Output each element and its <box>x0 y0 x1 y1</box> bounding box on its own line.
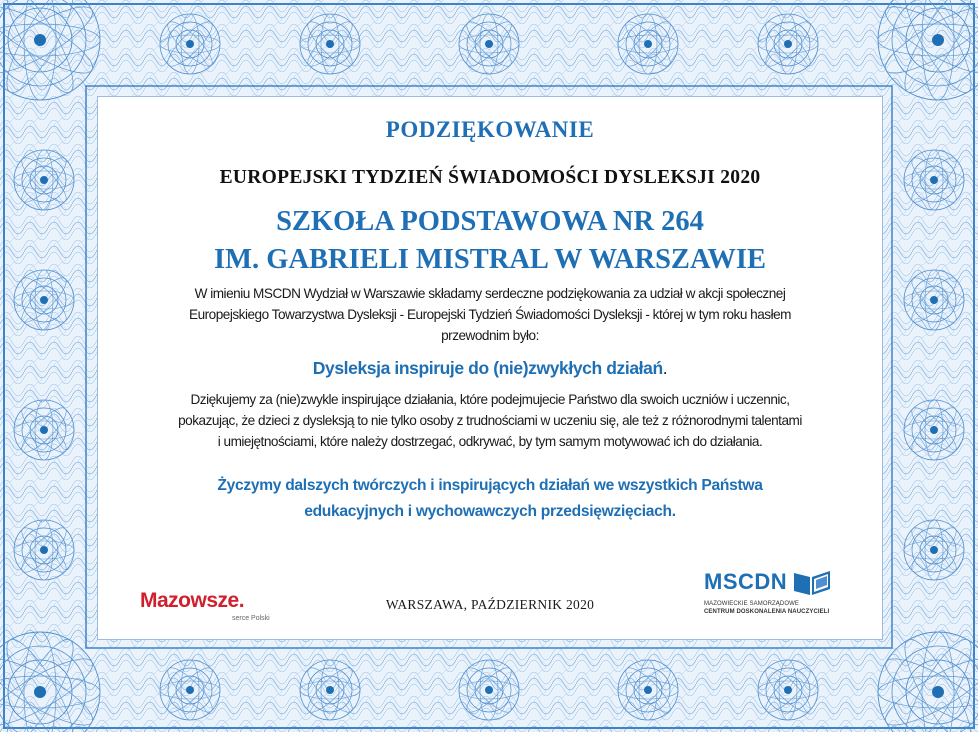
open-book-icon <box>792 567 832 597</box>
certificate-title: PODZIĘKOWANIE <box>385 117 595 142</box>
mscdn-subtitle-line-2: CENTRUM DOSKONALENIA NAUCZYCIELI <box>704 609 830 615</box>
thanks-paragraph-line-3: przewodnim było: <box>441 328 539 343</box>
mscdn-logo <box>704 567 854 623</box>
thanks-paragraph <box>98 283 882 346</box>
campaign-motto-text: Dysleksja inspiruje do (nie)zwykłych działań <box>312 358 663 378</box>
mscdn-subtitle-line-1: MAZOWIECKIE SAMORZĄDOWE <box>704 601 799 607</box>
school-name <box>98 203 882 279</box>
mscdn-wordmark: MSCDN <box>704 569 788 594</box>
thanks-paragraph-line-1: W imieniu MSCDN Wydział w Warszawie składamy serdeczne podziękowania za udział w akcji społecznej <box>194 286 786 301</box>
mazowsze-tagline: serce Polski <box>232 615 270 622</box>
school-name-line-2: IM. GABRIELI MISTRAL W WARSZAWIE <box>214 244 766 275</box>
wishes-line-2: edukacyjnych i wychowawczych przedsięwzięciach. <box>304 503 676 520</box>
appreciation-paragraph-line-3: i umiejętnościami, które należy dostrzegać, odkrywać, by tym samym motywować ich do działania. <box>217 434 763 449</box>
school-name-line-1: SZKOŁA PODSTAWOWA NR 264 <box>276 206 704 237</box>
mazowsze-wordmark: Mazowsze. <box>140 589 245 612</box>
campaign-motto <box>98 358 882 379</box>
campaign-motto-period: . <box>662 358 668 378</box>
appreciation-paragraph-line-1: Dziękujemy za (nie)zwykle inspirujące działania, które podejmujecie Państwo dla swoich uczniów i uczennic, <box>190 392 790 407</box>
wishes-text <box>98 473 882 525</box>
wishes-line-1: Życzymy dalszych twórczych i inspirujących działań we wszystkich Państwa <box>217 477 763 494</box>
event-name: EUROPEJSKI TYDZIEŃ ŚWIADOMOŚCI DYSLEKSJI 2020 <box>219 167 761 188</box>
certificate-panel <box>97 96 883 640</box>
appreciation-paragraph <box>98 389 882 452</box>
appreciation-paragraph-line-2: pokazując, że dzieci z dysleksją to nie tylko osoby z trudnościami w uczeniu się, ale też z różnorodnymi talentami <box>178 413 802 428</box>
thanks-paragraph-line-2: Europejskiego Towarzystwa Dysleksji - Europejski Tydzień Świadomości Dysleksji - której w tym roku hasłem <box>189 307 791 322</box>
place-and-date: WARSZAWA, PAŹDZIERNIK 2020 <box>385 597 595 612</box>
